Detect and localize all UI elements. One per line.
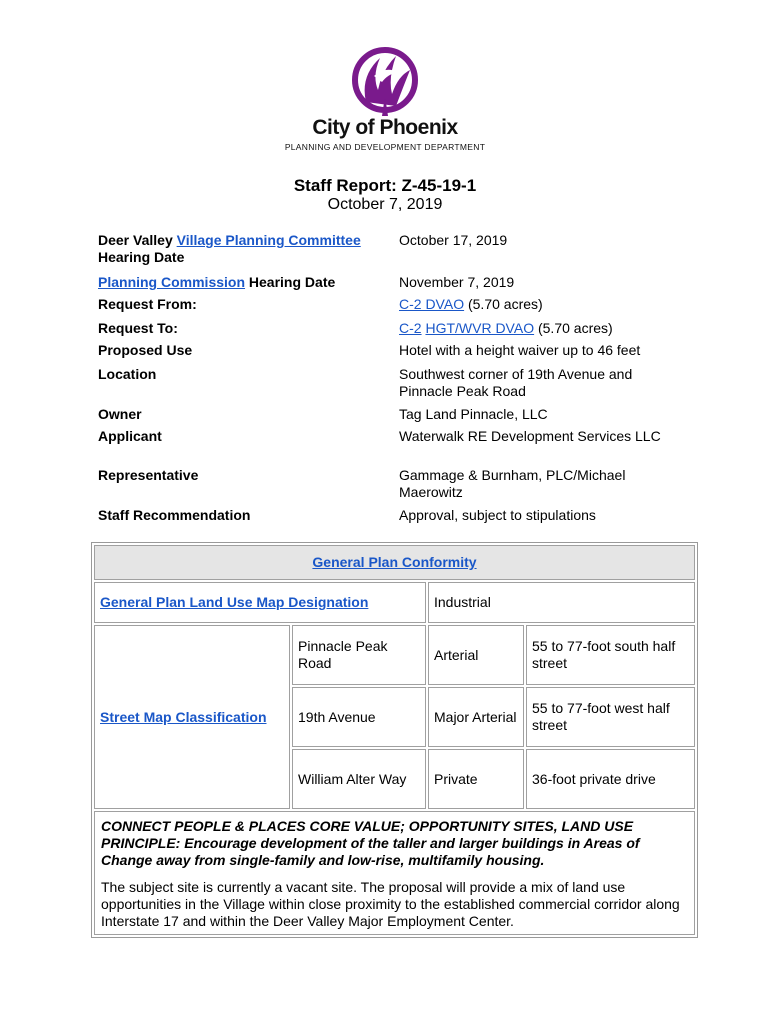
org-name: City of Phoenix — [312, 116, 458, 139]
request-from-label: Request From: — [98, 296, 197, 312]
proposed-use-value: Hotel with a height waiver up to 46 feet — [399, 342, 641, 358]
location-label: Location — [98, 366, 157, 382]
dept-name: PLANNING AND DEVELOPMENT DEPARTMENT — [284, 142, 486, 152]
land-use-value-cell: Industrial — [428, 582, 695, 623]
street-class-cell: Private — [428, 749, 524, 809]
owner-value: Tag Land Pinnacle, LLC — [399, 406, 548, 422]
table-row — [94, 545, 695, 580]
village-planning-committee-link[interactable]: Village Planning Committee — [176, 232, 361, 248]
request-from-value — [399, 296, 688, 313]
vpc-value: October 17, 2019 — [399, 232, 508, 248]
street-class-cell: Major Arterial — [428, 687, 524, 747]
general-plan-conformity-link[interactable]: General Plan Conformity — [312, 554, 477, 570]
report-date: October 7, 2019 — [327, 196, 443, 213]
table-row — [94, 811, 695, 935]
representative-value: Gammage & Burnham, PLC/Michael Maerowitz — [399, 467, 626, 500]
street-width-cell: 55 to 77-foot south half street — [526, 625, 695, 685]
phoenix-bird-logo-icon — [352, 46, 418, 122]
request-to-zoning-link[interactable]: C-2 — [399, 320, 422, 336]
street-width-cell: 55 to 77-foot west half street — [526, 687, 695, 747]
street-width-cell: 36-foot private drive — [526, 749, 695, 809]
planning-commission-link[interactable]: Planning Commission — [98, 274, 246, 290]
street-class-cell: Arterial — [428, 625, 524, 685]
applicant-value: Waterwalk RE Development Services LLC — [399, 428, 661, 444]
street-name-cell: 19th Avenue — [292, 687, 426, 747]
request-to-value — [399, 320, 688, 337]
table-heading-cell — [94, 545, 695, 580]
request-to-label: Request To: — [98, 320, 178, 336]
vpc-label — [98, 232, 388, 266]
proposed-use-label: Proposed Use — [98, 342, 193, 358]
street-name-cell: William Alter Way — [292, 749, 426, 809]
table-row — [94, 582, 695, 623]
representative-label: Representative — [98, 467, 199, 483]
land-use-label-cell — [94, 582, 426, 623]
street-label-cell — [94, 625, 290, 809]
request-to-overlay-link[interactable]: HGT/WVR DVAO — [425, 320, 535, 336]
core-value-text: The subject site is currently a vacant site. The proposal will provide a mix of land use opportunities in the Village within close proximity to the established commercial corridor along Interstate 17 and within the Deer Valley Major Employment Center. — [101, 879, 680, 929]
staff-recommendation-label: Staff Recommendation — [98, 507, 251, 523]
general-plan-table — [91, 542, 698, 938]
applicant-label: Applicant — [98, 428, 162, 444]
table-row — [94, 625, 695, 685]
vpc-label-suffix: Hearing Date — [98, 249, 185, 265]
pc-value: November 7, 2019 — [399, 274, 515, 290]
core-value-cell — [94, 811, 695, 935]
staff-recommendation-value: Approval, subject to stipulations — [399, 507, 596, 523]
pc-label — [98, 274, 388, 291]
street-map-classification-link[interactable]: Street Map Classification — [100, 708, 267, 725]
core-value-title: CONNECT PEOPLE & PLACES CORE VALUE; OPPORTUNITY SITES, LAND USE PRINCIPLE: Encourage development of the taller and larger buildings in Areas of Change away from single-family and low-rise, multifamily housing. — [101, 818, 640, 868]
request-from-acres: (5.70 acres) — [464, 296, 543, 312]
report-title: Staff Report: Z-45-19-1 — [293, 176, 477, 195]
request-to-acres: (5.70 acres) — [534, 320, 613, 336]
pc-label-suffix: Hearing Date — [245, 274, 336, 290]
brand-block — [280, 116, 490, 152]
location-value: Southwest corner of 19th Avenue and Pinnacle Peak Road — [399, 366, 633, 399]
street-name-cell: Pinnacle Peak Road — [292, 625, 426, 685]
request-from-zoning-link[interactable]: C-2 DVAO — [399, 296, 465, 312]
vpc-label-prefix: Deer Valley — [98, 232, 177, 248]
owner-label: Owner — [98, 406, 142, 422]
land-use-map-link[interactable]: General Plan Land Use Map Designation — [100, 594, 369, 610]
